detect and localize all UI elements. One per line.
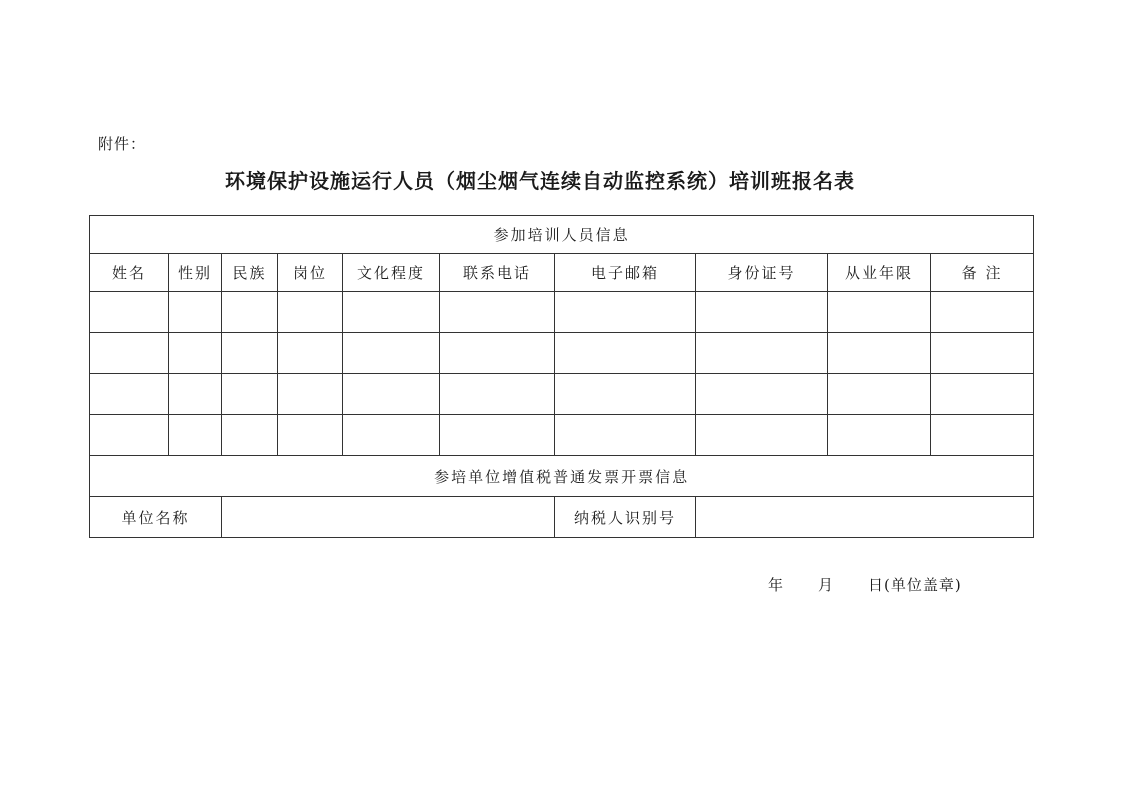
table-cell[interactable] <box>440 333 555 374</box>
table-cell[interactable] <box>555 292 696 333</box>
table-cell[interactable] <box>696 374 828 415</box>
table-cell[interactable] <box>222 374 278 415</box>
table-cell[interactable] <box>222 415 278 456</box>
table-row <box>90 333 1034 374</box>
table-cell[interactable] <box>278 292 343 333</box>
table-cell[interactable] <box>90 292 169 333</box>
taxpayer-id-label: 纳税人识别号 <box>555 497 696 538</box>
table-cell[interactable] <box>828 292 931 333</box>
table-cell[interactable] <box>90 333 169 374</box>
table-cell[interactable] <box>931 333 1034 374</box>
table-cell[interactable] <box>278 374 343 415</box>
table-cell[interactable] <box>931 415 1034 456</box>
col-header-position: 岗位 <box>278 254 343 292</box>
table-cell[interactable] <box>90 415 169 456</box>
table-cell[interactable] <box>222 292 278 333</box>
table-row <box>90 292 1034 333</box>
page-title: 环境保护设施运行人员（烟尘烟气连续自动监控系统）培训班报名表 <box>225 169 855 193</box>
month-label: 月 <box>818 576 835 594</box>
day-seal-label: 日(单位盖章) <box>868 576 962 594</box>
table-cell[interactable] <box>90 374 169 415</box>
unit-name-label: 单位名称 <box>90 497 222 538</box>
col-header-education: 文化程度 <box>343 254 440 292</box>
col-header-id-number: 身份证号 <box>696 254 828 292</box>
invoice-info-row <box>90 497 1034 538</box>
table-cell[interactable] <box>828 374 931 415</box>
table-cell[interactable] <box>278 333 343 374</box>
table-cell[interactable] <box>169 333 222 374</box>
col-header-gender: 性别 <box>169 254 222 292</box>
table-cell[interactable] <box>555 333 696 374</box>
invoice-section-header: 参培单位增值税普通发票开票信息 <box>90 456 1034 497</box>
table-cell[interactable] <box>828 415 931 456</box>
table-cell[interactable] <box>440 374 555 415</box>
trainee-section-header: 参加培训人员信息 <box>90 216 1034 254</box>
table-cell[interactable] <box>440 415 555 456</box>
signature-date-line <box>768 574 962 595</box>
trainee-section-row <box>90 216 1034 254</box>
col-header-years-experience: 从业年限 <box>828 254 931 292</box>
table-cell[interactable] <box>696 333 828 374</box>
col-header-name: 姓名 <box>90 254 169 292</box>
column-header-row <box>90 254 1034 292</box>
table-row <box>90 415 1034 456</box>
table-cell[interactable] <box>696 415 828 456</box>
table-cell[interactable] <box>555 374 696 415</box>
registration-form-table <box>89 215 1034 538</box>
year-label: 年 <box>768 576 785 594</box>
table-cell[interactable] <box>555 415 696 456</box>
col-header-remarks: 备 注 <box>931 254 1034 292</box>
invoice-section-row <box>90 456 1034 497</box>
col-header-ethnicity: 民族 <box>222 254 278 292</box>
table-cell[interactable] <box>169 292 222 333</box>
table-cell[interactable] <box>278 415 343 456</box>
attachment-label: 附件： <box>98 135 147 153</box>
table-cell[interactable] <box>222 333 278 374</box>
col-header-email: 电子邮箱 <box>555 254 696 292</box>
table-cell[interactable] <box>169 415 222 456</box>
table-cell[interactable] <box>828 333 931 374</box>
table-cell[interactable] <box>696 292 828 333</box>
table-cell[interactable] <box>343 333 440 374</box>
table-cell[interactable] <box>931 374 1034 415</box>
col-header-phone: 联系电话 <box>440 254 555 292</box>
table-cell[interactable] <box>169 374 222 415</box>
table-cell[interactable] <box>343 374 440 415</box>
table-row <box>90 374 1034 415</box>
unit-name-field[interactable] <box>222 497 555 538</box>
table-cell[interactable] <box>440 292 555 333</box>
table-cell[interactable] <box>931 292 1034 333</box>
table-cell[interactable] <box>343 292 440 333</box>
taxpayer-id-field[interactable] <box>696 497 1034 538</box>
table-cell[interactable] <box>343 415 440 456</box>
